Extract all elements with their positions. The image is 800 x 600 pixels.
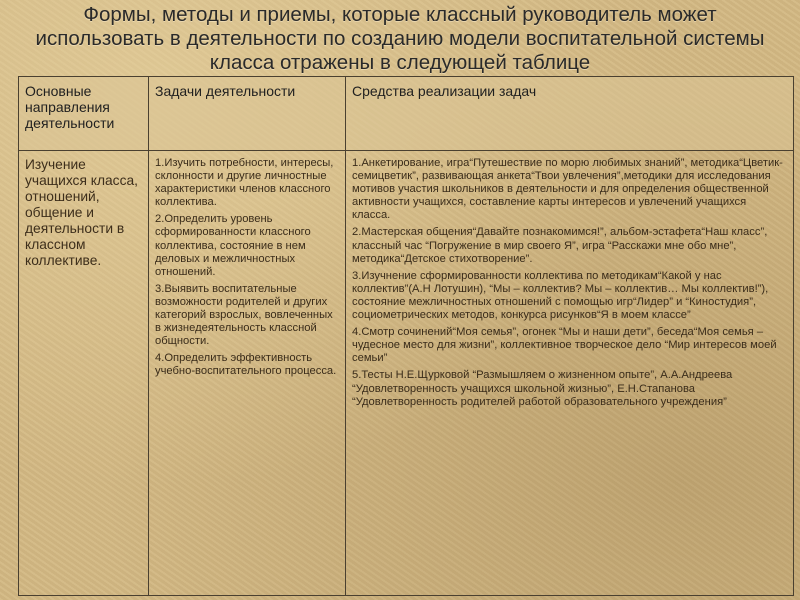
forms-methods-table	[18, 76, 794, 596]
means-cell	[346, 151, 794, 596]
task-item-1: 1.Изучить потребности, интересы, склонности и другие личностные характеристики членов классного коллектива.	[155, 157, 334, 209]
means-item-1: 1.Анкетирование, игра“Путешествие по морю любимых знаний”, методика“Цветик-семицветик”, развивающая анкета“Твои увлечения”,методики для исследования мотивов участия школьников в деятельности и для определения общественной активности учащихся, составление карты интересов и увлечений учащихся класса.	[352, 157, 783, 222]
task-item-3: 3.Выявить воспитательные возможности родителей и других категорий взрослых, вовлеченных в жизнедеятельность классной общности.	[155, 282, 333, 348]
table-row	[19, 151, 794, 596]
slide-title: Формы, методы и приемы, которые классный руководитель может использовать в деятельности по созданию модели воспитательной системы класса отражены в следующей таблице	[35, 3, 765, 74]
task-item-2: 2.Определить уровень сформированности классного коллектива, состояние в нем деловых и межличностных отношений.	[155, 213, 311, 278]
means-item-5: 5.Тесты Н.Е.Щурковой “Размышляем о жизненном опыте”, А.А.Андреева “Удовлетворенность учащихся школьной жизнью”, Е.Н.Стапанова “Удовлетворенность родителей работой образовательного учреждения”	[352, 369, 733, 408]
means-item-3: 3.Изучнение сформированности коллектива по методикам“Какой у нас коллектив”(А.Н Лотушин), “Мы – коллектив? Мы – коллектив… Мы коллектив!”), состояние межличностных отношений с помощью игр“Лидер” и “Киностудия”, социометрических методов, конкурса рисунков“Я в моем классе”	[352, 269, 769, 322]
direction-cell: Изучение учащихся класса, отношений, общение и деятельности в классном коллективе.	[19, 151, 149, 596]
means-item-4: 4.Смотр сочинений“Моя семья”, огонек “Мы и наши дети”, беседа“Моя семья –чудесное место для жизни”, коллективное творческое дело “Мир интересов моей семьи”	[352, 326, 777, 365]
table-header-row	[19, 77, 794, 151]
header-directions: Основные направления деятельности	[19, 77, 149, 151]
header-means: Средства реализации задач	[346, 77, 794, 151]
header-tasks: Задачи деятельности	[149, 77, 346, 151]
tasks-cell	[149, 151, 346, 596]
means-item-2: 2.Мастерская общения“Давайте познакомимся!”, альбом-эстафета“Наш класс”, классный час “Погружение в мир своего Я”, игра “Расскажи мне обо мне”, методика“Детское стихотворение”.	[352, 226, 768, 265]
task-item-4: 4.Определить эффективность учебно-воспитательного процесса.	[155, 352, 337, 378]
